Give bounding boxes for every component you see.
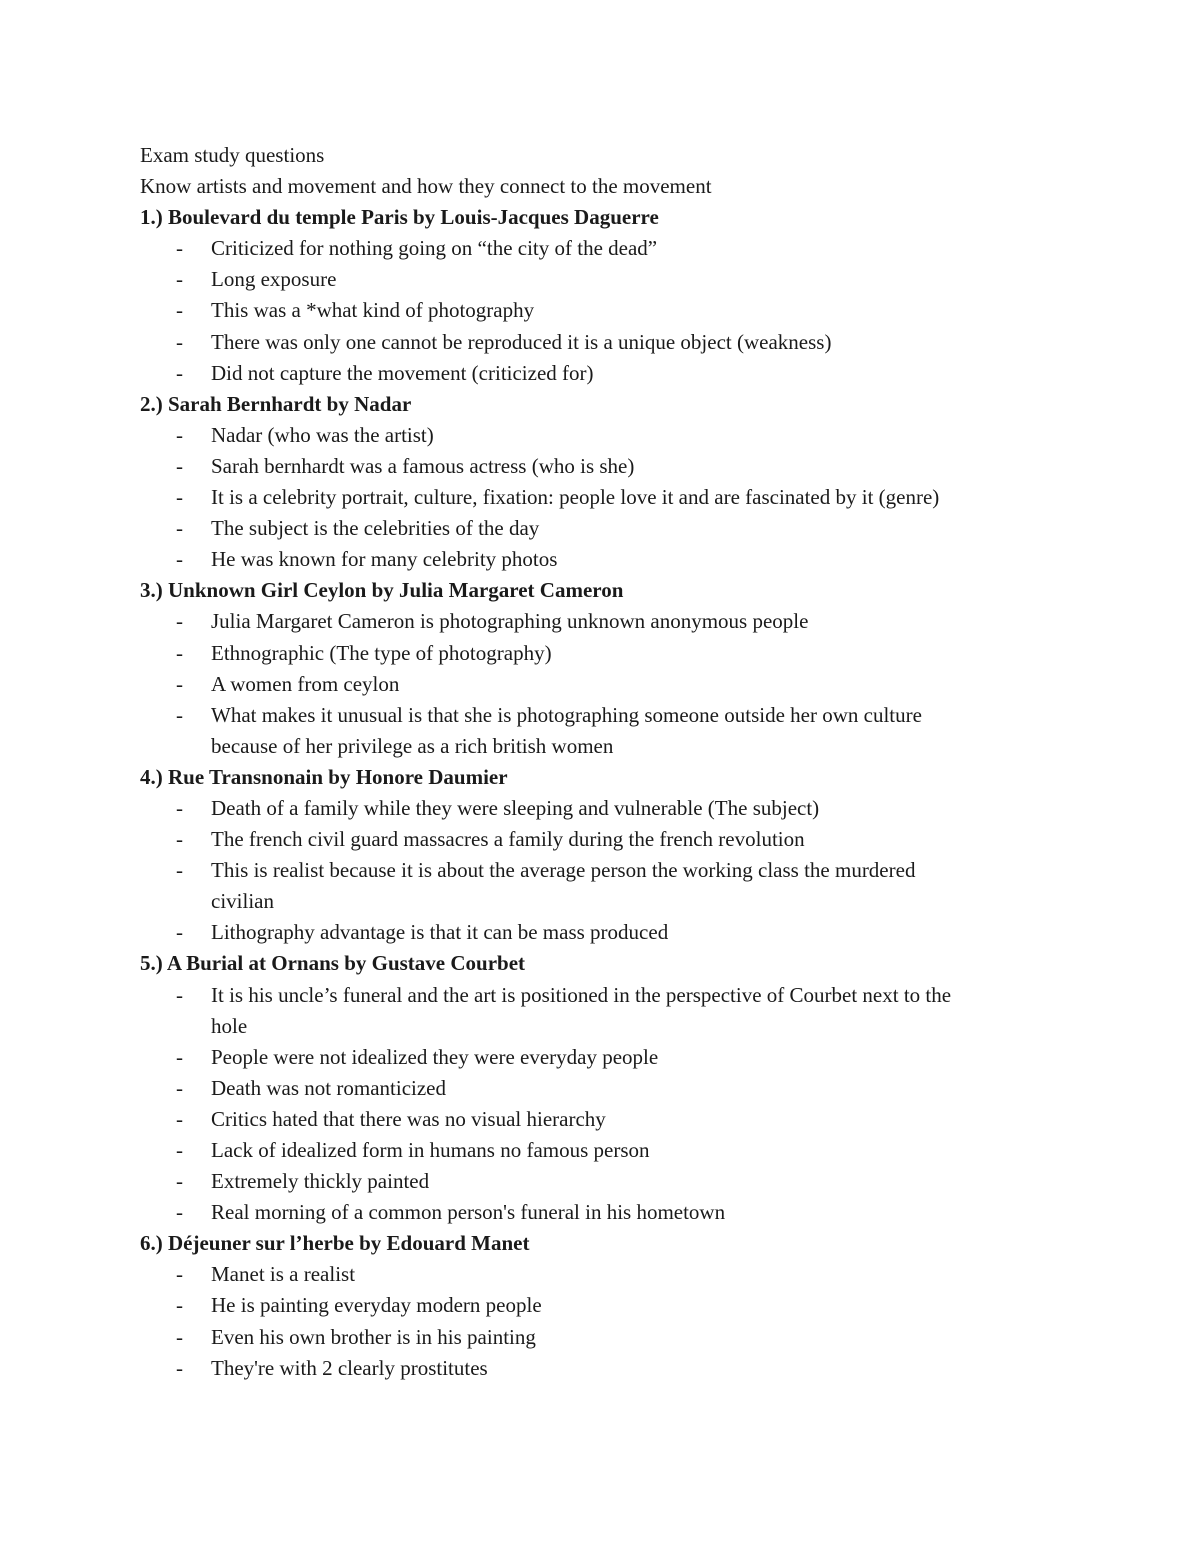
bullet-item (140, 793, 1080, 824)
bullet-text: Sarah bernhardt was a famous actress (who is she) (211, 453, 635, 478)
bullet-text: Death was not romanticized (211, 1075, 446, 1100)
bullet-text-line: because of her privilege as a rich british women (211, 733, 614, 758)
bullet-list (140, 980, 1080, 1229)
bullet-dash: - (176, 360, 183, 385)
bullet-text: There was only one cannot be reproduced it is a unique object (weakness) (211, 329, 832, 354)
bullet-item (140, 295, 1080, 326)
bullet-list (140, 420, 1080, 575)
bullet-item (140, 1353, 1080, 1384)
bullet-dash: - (176, 453, 183, 478)
bullet-item (140, 327, 1080, 358)
bullet-item (140, 451, 1080, 482)
bullet-text: It is a celebrity portrait, culture, fixation: people love it and are fascinated by it (genre) (211, 485, 940, 510)
bullet-item (140, 980, 1080, 1042)
bullet-dash: - (176, 1138, 183, 1162)
bullet-text: Real morning of a common person's funeral in his hometown (211, 1200, 726, 1225)
bullet-dash: - (176, 702, 183, 727)
bullet-list (140, 1259, 1080, 1383)
bullet-text: He was known for many celebrity photos (211, 547, 558, 572)
section-heading: 5.) A Burial at Ornans by Gustave Courbet (140, 951, 526, 976)
bullet-text: Extremely thickly painted (211, 1169, 430, 1194)
bullet-dash: - (176, 827, 183, 852)
bullet-text-line: civilian (211, 889, 274, 914)
bullet-text: He is painting everyday modern people (211, 1293, 542, 1318)
bullet-text-line: What makes it unusual is that she is photographing someone outside her own culture (211, 702, 922, 727)
bullet-text: The french civil guard massacres a family during the french revolution (211, 827, 805, 852)
bullet-item (140, 824, 1080, 855)
bullet-item (140, 638, 1080, 669)
bullet-item (140, 1290, 1080, 1321)
section-heading: 4.) Rue Transnonain by Honore Daumier (140, 764, 508, 789)
bullet-dash: - (176, 920, 183, 945)
bullet-dash: - (176, 671, 183, 696)
bullet-text: Manet is a realist (211, 1262, 356, 1287)
bullet-dash: - (176, 1075, 183, 1100)
bullet-dash: - (176, 795, 183, 820)
bullet-item (140, 669, 1080, 700)
bullet-item (140, 358, 1080, 389)
bullet-item (140, 700, 1080, 762)
bullet-item (140, 1042, 1080, 1073)
bullet-dash: - (176, 1293, 183, 1318)
bullet-text: People were not idealized they were everyday people (211, 1044, 659, 1069)
bullet-text: Long exposure (211, 267, 337, 292)
bullet-text: They're with 2 clearly prostitutes (211, 1355, 488, 1380)
bullet-item (140, 1104, 1080, 1135)
bullet-text-line: This is realist because it is about the average person the working class the murdered (211, 858, 916, 883)
bullet-item (140, 233, 1080, 264)
bullet-item (140, 917, 1080, 948)
bullet-dash: - (176, 609, 183, 634)
bullet-dash: - (176, 982, 183, 1007)
bullet-dash: - (176, 236, 183, 261)
bullet-item (140, 1322, 1080, 1353)
bullet-dash: - (176, 1044, 183, 1069)
bullet-text: The subject is the celebrities of the day (211, 516, 540, 541)
bullet-item (140, 420, 1080, 451)
bullet-list (140, 233, 1080, 388)
bullet-dash: - (176, 547, 183, 572)
bullet-dash: - (176, 1200, 183, 1225)
bullet-item (140, 513, 1080, 544)
bullet-text: Did not capture the movement (criticized for) (211, 360, 594, 385)
bullet-dash: - (176, 1169, 183, 1194)
section-heading: 2.) Sarah Bernhardt by Nadar (140, 391, 412, 416)
bullet-item (140, 544, 1080, 575)
section-heading: 3.) Unknown Girl Ceylon by Julia Margaret Cameron (140, 578, 624, 603)
bullet-item (140, 855, 1080, 917)
bullet-item (140, 1135, 1080, 1166)
bullet-dash: - (176, 640, 183, 665)
bullet-dash: - (176, 1262, 183, 1287)
bullet-text: A women from ceylon (211, 671, 400, 696)
bullet-text: Criticized for nothing going on “the city of the dead” (211, 236, 658, 261)
bullet-text: This was a *what kind of photography (211, 298, 535, 323)
section-heading: 1.) Boulevard du temple Paris by Louis-Jacques Daguerre (140, 205, 659, 230)
document-title: Exam study questions (140, 143, 325, 167)
bullet-list (140, 606, 1080, 761)
bullet-dash: - (176, 1324, 183, 1349)
bullet-dash: - (176, 298, 183, 323)
bullet-item (140, 482, 1080, 513)
bullet-dash: - (176, 1355, 183, 1380)
bullet-text: Lithography advantage is that it can be mass produced (211, 920, 669, 945)
sections-container (140, 202, 1080, 1384)
bullet-item (140, 1166, 1080, 1197)
bullet-dash: - (176, 267, 183, 292)
bullet-item (140, 1197, 1080, 1228)
bullet-text: Critics hated that there was no visual hierarchy (211, 1106, 606, 1131)
bullet-item (140, 264, 1080, 295)
bullet-list (140, 793, 1080, 948)
bullet-item (140, 606, 1080, 637)
bullet-text: Lack of idealized form in humans no famous person (211, 1138, 650, 1162)
document-subtitle: Know artists and movement and how they connect to the movement (140, 174, 712, 199)
bullet-text-line: hole (211, 1013, 248, 1038)
section-heading: 6.) Déjeuner sur l’herbe by Edouard Manet (140, 1231, 530, 1256)
bullet-dash: - (176, 329, 183, 354)
bullet-text: Even his own brother is in his painting (211, 1324, 536, 1349)
bullet-item (140, 1073, 1080, 1104)
bullet-text: Julia Margaret Cameron is photographing unknown anonymous people (211, 609, 809, 634)
bullet-item (140, 1259, 1080, 1290)
bullet-dash: - (176, 516, 183, 541)
bullet-text: Death of a family while they were sleeping and vulnerable (The subject) (211, 795, 820, 820)
document-page (140, 140, 1080, 1384)
bullet-text: Nadar (who was the artist) (211, 422, 434, 447)
bullet-dash: - (176, 485, 183, 510)
bullet-dash: - (176, 1106, 183, 1131)
bullet-text-line: It is his uncle’s funeral and the art is positioned in the perspective of Courbet next to the (211, 982, 952, 1007)
bullet-dash: - (176, 858, 183, 883)
bullet-dash: - (176, 422, 183, 447)
bullet-text: Ethnographic (The type of photography) (211, 640, 552, 665)
